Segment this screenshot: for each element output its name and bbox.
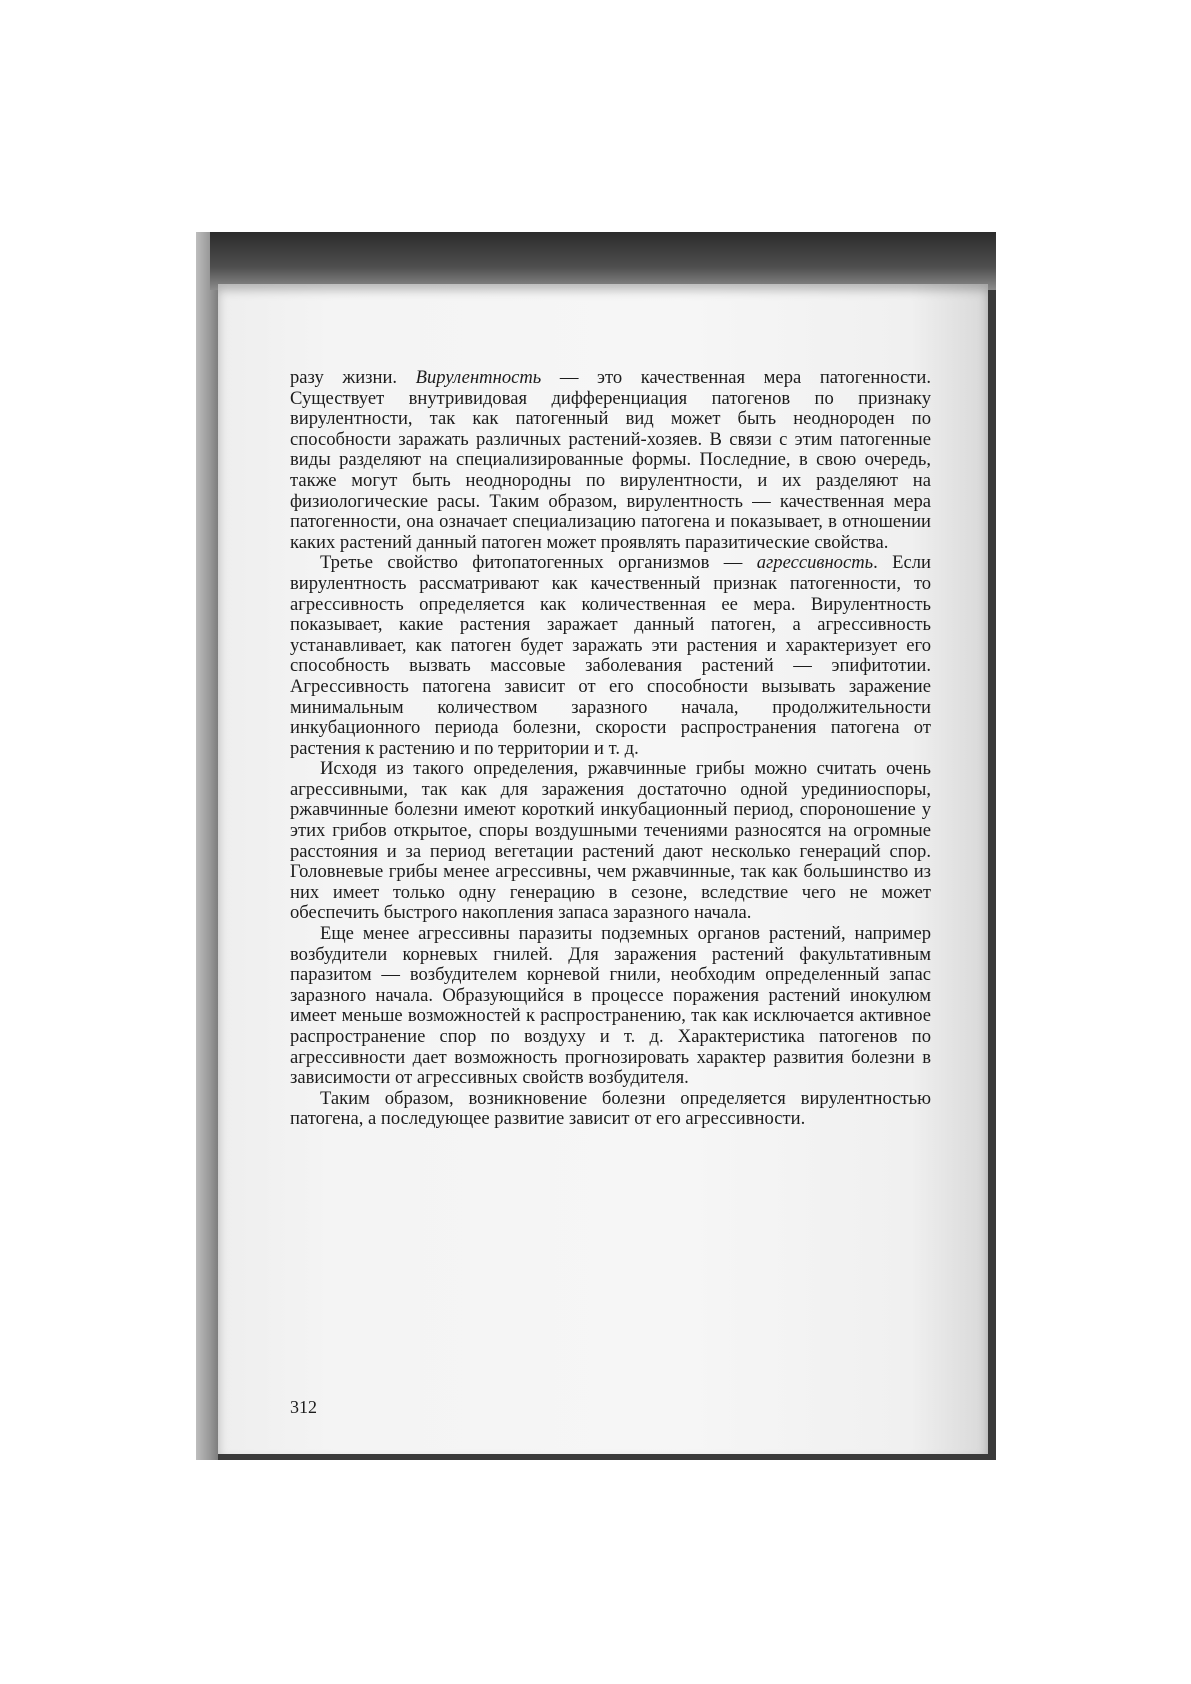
page-text: [290, 368, 931, 1130]
term-aggressiveness: агрессивность: [756, 552, 874, 574]
paragraph-rust-fungi: Исходя из такого определения, ржавчинные грибы можно считать очень агрессивными, так как для заражения достаточно одной урединиоспоры, ржавчинные болезни имеют короткий инкубационный период, спороношение у этих грибов открытое, споры воздушными течениями разносятся на огромные расстояния и за период вегетации растений дают несколько генераций спор. Головневые грибы менее агрессивны, чем ржавчинные, так как большинство из них имеет только одну генерацию в сезоне, вследствие чего не может обеспечить быстрого накопления запаса заразного начала.: [290, 758, 931, 924]
paragraph-1-lead: разу жизни.: [290, 367, 416, 388]
book-page: [218, 284, 988, 1454]
paragraph-virulence: [290, 368, 931, 553]
scan-left-edge: [196, 232, 218, 1460]
paragraph-2-body: . Если вирулентность рассматривают как качественный признак патогенности, то агрессивность определяется как количественная ее мера. Вирулентность показывает, какие растения заражает данный патоген, а агрессивность устанавливает, как патоген будет заражать эти растения и характеризует его способность вызвать массовые заболевания растений — эпифитотии. Агрессивность патогена зависит от его способности вызывать заражение минимальным количеством заразного начала, продолжительности инкубационного периода болезни, скорости распространения патогена от растения к растению и по территории и т. д.: [290, 552, 931, 759]
paragraph-conclusion: Таким образом, возникновение болезни определяется вирулентностью патогена, а последующее развитие зависит от его агрессивности.: [290, 1087, 931, 1130]
paragraph-2-lead: Третье свойство фитопатогенных организмов —: [320, 552, 757, 574]
paragraph-1-body: — это качественная мера патогенности. Существует внутривидовая дифференциация патогенов по признаку вирулентности, так как патогенный вид может быть неоднороден по способности заражать различных растений-хозяев. В связи с этим патогенные виды разделяют на специализированные формы. Последние, в свою очередь, также могут быть неоднородны по вирулентности, и их разделяют на физиологические расы. Таким образом, вирулентность — качественная мера патогенности, она означает специализацию патогена и показывает, в отношении каких растений данный патоген может проявлять паразитические свойства.: [290, 367, 931, 553]
term-virulence: Вирулентность: [415, 367, 542, 388]
paragraph-root-parasites: Еще менее агрессивны паразиты подземных органов растений, например возбудители корневых гнилей. Для заражения растений факультативным паразитом — возбудителем корневой гнили, необходим определенный запас заразного начала. Образующийся в процессе поражения растений инокулюм имеет меньше возможностей к распространению, так как исключается активное распространение спор по воздуху и т. д. Характеристика патогенов по агрессивности дает возможность прогнозировать характер развития болезни в зависимости от агрессивных свойств возбудителя.: [290, 923, 931, 1089]
paragraph-aggressiveness: [290, 553, 931, 759]
page-number: 312: [290, 1397, 317, 1417]
scan-top-shadow: [210, 232, 996, 290]
